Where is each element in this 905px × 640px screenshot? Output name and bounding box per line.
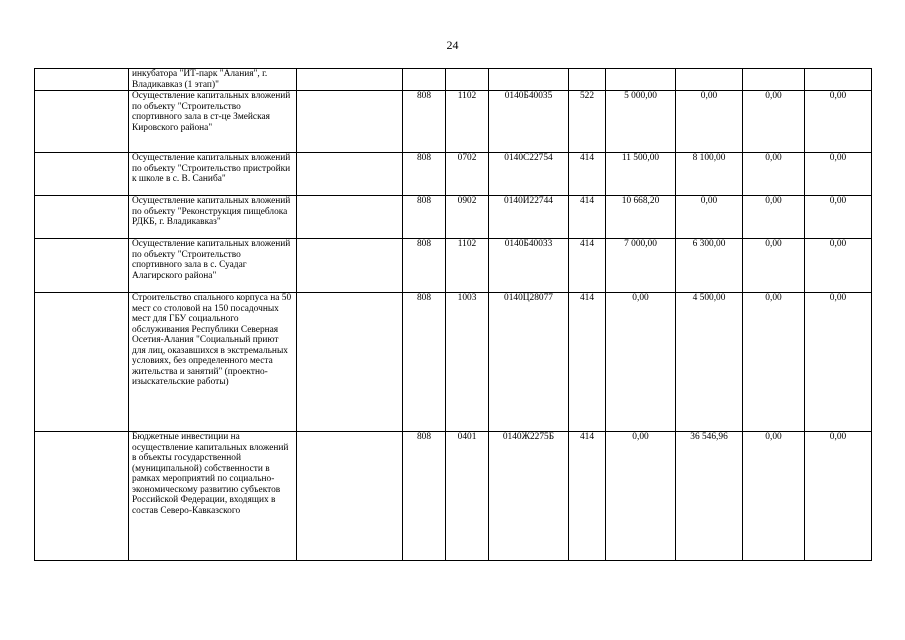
sum-year-4-cell: 0,00 bbox=[805, 239, 872, 293]
table-row bbox=[35, 432, 872, 561]
sum-year-1-cell: 11 500,00 bbox=[606, 153, 676, 196]
section-code-cell: 0401 bbox=[446, 432, 489, 561]
target-article-cell: 0140Ц28077 bbox=[489, 293, 569, 432]
page-number: 24 bbox=[446, 38, 459, 52]
sum-year-4-cell: 0,00 bbox=[805, 196, 872, 239]
sum-year-1-cell: 0,00 bbox=[606, 293, 676, 432]
budget-table bbox=[34, 68, 872, 561]
ved-code-cell: 808 bbox=[403, 432, 446, 561]
expense-type-cell: 522 bbox=[569, 91, 606, 153]
target-article-cell: 0140Ж2275Б bbox=[489, 432, 569, 561]
table-row bbox=[35, 239, 872, 293]
spacer-cell bbox=[297, 91, 403, 153]
expense-type-cell: 414 bbox=[569, 196, 606, 239]
description-cell: Осуществление капитальных вложений по объекту "Строительство пристройки к школе в с. В. Саниба" bbox=[129, 153, 297, 196]
sum-year-2-cell: 6 300,00 bbox=[676, 239, 743, 293]
expense-type-cell: 414 bbox=[569, 153, 606, 196]
sum-year-3-cell: 0,00 bbox=[743, 432, 805, 561]
section-code-cell: 0902 bbox=[446, 196, 489, 239]
sum-year-3-cell: 0,00 bbox=[743, 239, 805, 293]
sum-year-1-cell bbox=[606, 69, 676, 91]
sum-year-3-cell: 0,00 bbox=[743, 293, 805, 432]
sum-year-3-cell bbox=[743, 69, 805, 91]
sum-year-1-cell: 10 668,20 bbox=[606, 196, 676, 239]
ved-code-cell: 808 bbox=[403, 239, 446, 293]
spacer-cell bbox=[297, 432, 403, 561]
row-number-cell bbox=[35, 293, 129, 432]
sum-year-2-cell bbox=[676, 69, 743, 91]
expense-type-cell: 414 bbox=[569, 239, 606, 293]
row-number-cell bbox=[35, 153, 129, 196]
spacer-cell bbox=[297, 239, 403, 293]
section-code-cell: 1102 bbox=[446, 239, 489, 293]
sum-year-1-cell: 7 000,00 bbox=[606, 239, 676, 293]
spacer-cell bbox=[297, 153, 403, 196]
section-code-cell: 0702 bbox=[446, 153, 489, 196]
row-number-cell bbox=[35, 91, 129, 153]
sum-year-2-cell: 36 546,96 bbox=[676, 432, 743, 561]
row-number-cell bbox=[35, 239, 129, 293]
sum-year-2-cell: 0,00 bbox=[676, 196, 743, 239]
sum-year-4-cell: 0,00 bbox=[805, 293, 872, 432]
description-cell: Бюджетные инвестиции на осуществление капитальных вложений в объекты государственной (муниципальной) собственности в рамках мероприятий по социально-экономическому развитию субъектов Российской Федерации, входящих в состав Северо-Кавказского bbox=[129, 432, 297, 561]
expense-type-cell bbox=[569, 69, 606, 91]
expense-type-cell: 414 bbox=[569, 432, 606, 561]
sum-year-4-cell: 0,00 bbox=[805, 91, 872, 153]
ved-code-cell: 808 bbox=[403, 153, 446, 196]
ved-code-cell: 808 bbox=[403, 196, 446, 239]
sum-year-2-cell: 0,00 bbox=[676, 91, 743, 153]
spacer-cell bbox=[297, 69, 403, 91]
table-row bbox=[35, 91, 872, 153]
description-cell: инкубатора "ИТ-парк "Алания", г. Владикавказ (1 этап)" bbox=[129, 69, 297, 91]
target-article-cell bbox=[489, 69, 569, 91]
table-row bbox=[35, 293, 872, 432]
description-cell: Осуществление капитальных вложений по объекту "Реконструкция пищеблока РДКБ, г. Владикавказ" bbox=[129, 196, 297, 239]
sum-year-3-cell: 0,00 bbox=[743, 91, 805, 153]
sum-year-4-cell bbox=[805, 69, 872, 91]
description-cell: Осуществление капитальных вложений по объекту "Строительство спортивного зала в с. Суадаг Алагирского района" bbox=[129, 239, 297, 293]
ved-code-cell: 808 bbox=[403, 91, 446, 153]
table-row bbox=[35, 69, 872, 91]
sum-year-2-cell: 4 500,00 bbox=[676, 293, 743, 432]
section-code-cell: 1102 bbox=[446, 91, 489, 153]
target-article-cell: 0140С22754 bbox=[489, 153, 569, 196]
section-code-cell: 1003 bbox=[446, 293, 489, 432]
sum-year-2-cell: 8 100,00 bbox=[676, 153, 743, 196]
target-article-cell: 0140Б40035 bbox=[489, 91, 569, 153]
sum-year-1-cell: 0,00 bbox=[606, 432, 676, 561]
table-row bbox=[35, 196, 872, 239]
target-article-cell: 0140И22744 bbox=[489, 196, 569, 239]
expense-type-cell: 414 bbox=[569, 293, 606, 432]
ved-code-cell bbox=[403, 69, 446, 91]
sum-year-4-cell: 0,00 bbox=[805, 153, 872, 196]
spacer-cell bbox=[297, 196, 403, 239]
sum-year-3-cell: 0,00 bbox=[743, 153, 805, 196]
section-code-cell bbox=[446, 69, 489, 91]
sum-year-4-cell: 0,00 bbox=[805, 432, 872, 561]
sum-year-3-cell: 0,00 bbox=[743, 196, 805, 239]
description-cell: Осуществление капитальных вложений по объекту "Строительство спортивного зала в ст-це Змейская Кировского района" bbox=[129, 91, 297, 153]
description-cell: Строительство спального корпуса на 50 мест со столовой на 150 посадочных мест для ГБУ социального обслуживания Республики Северная Осетия-Алания "Социальный приют для лиц, оказавшихся в экстремальных условиях, без определенного места жительства и занятий" (проектно-изыскательские работы) bbox=[129, 293, 297, 432]
row-number-cell bbox=[35, 196, 129, 239]
ved-code-cell: 808 bbox=[403, 293, 446, 432]
spacer-cell bbox=[297, 293, 403, 432]
sum-year-1-cell: 5 000,00 bbox=[606, 91, 676, 153]
row-number-cell bbox=[35, 432, 129, 561]
target-article-cell: 0140Б40033 bbox=[489, 239, 569, 293]
table-row bbox=[35, 153, 872, 196]
row-number-cell bbox=[35, 69, 129, 91]
